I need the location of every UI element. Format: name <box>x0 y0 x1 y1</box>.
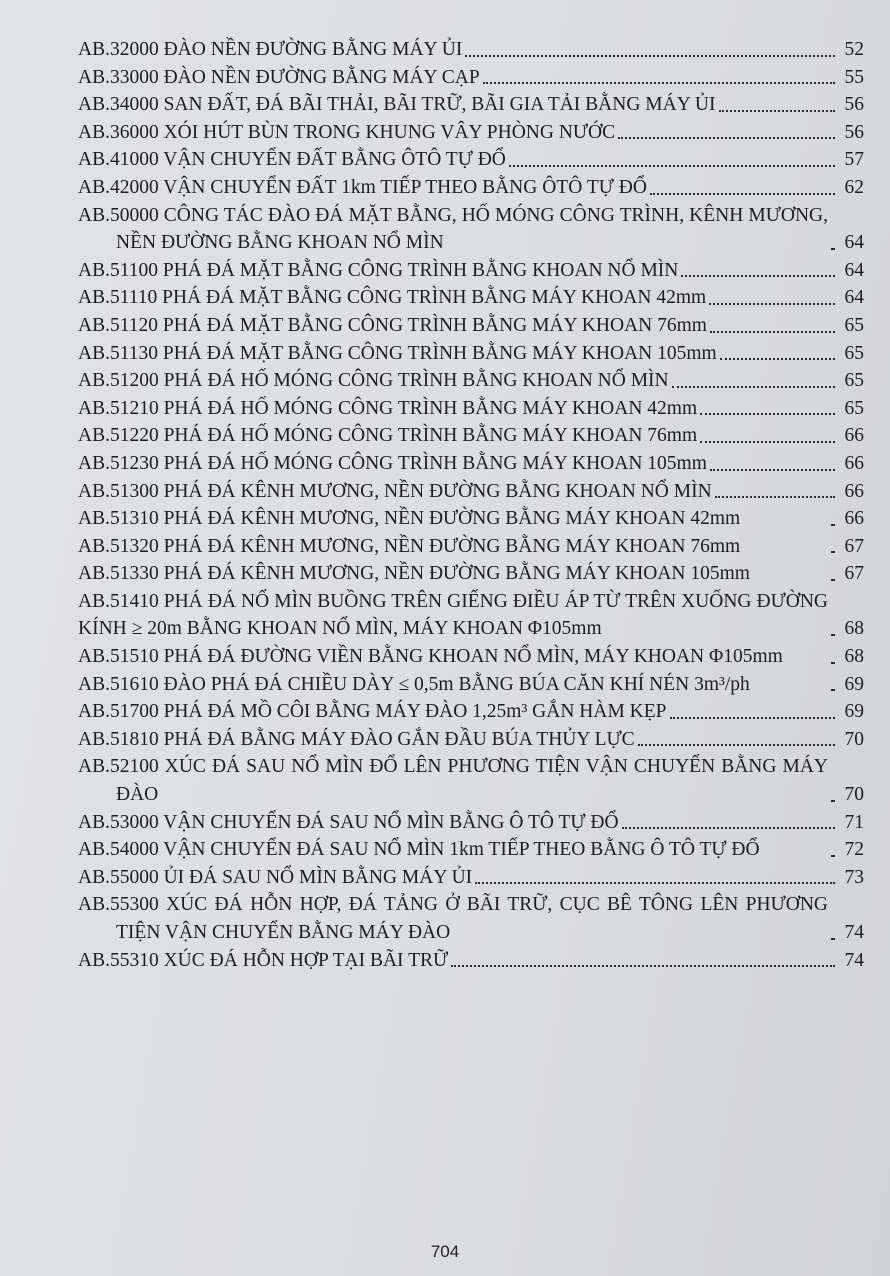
toc-entry[interactable] <box>78 284 864 312</box>
toc-entry-title: AB.51330 PHÁ ĐÁ KÊNH MƯƠNG, NỀN ĐƯỜNG BẰNG MÁY KHOAN 105mm <box>78 563 750 585</box>
toc-entry[interactable] <box>78 947 864 975</box>
toc-entry-title: AB.36000 XÓI HÚT BÙN TRONG KHUNG VÂY PHÒNG NƯỚC <box>78 121 616 143</box>
dot-leader <box>509 165 835 167</box>
dot-leader <box>831 551 835 553</box>
dot-leader <box>710 331 835 333</box>
dot-leader <box>831 248 835 250</box>
toc-entry-title: AB.51120 PHÁ ĐÁ MẶT BẰNG CÔNG TRÌNH BẰNG MÁY KHOAN 76mm <box>78 314 707 336</box>
toc-entry-page: 69 <box>844 701 864 723</box>
dot-leader <box>831 662 835 664</box>
toc-entry-title: AB.51320 PHÁ ĐÁ KÊNH MƯƠNG, NỀN ĐƯỜNG BẰNG MÁY KHOAN 76mm <box>78 535 741 557</box>
dot-leader <box>831 800 835 802</box>
toc-entry-title: AB.33000 ĐÀO NỀN ĐƯỜNG BẰNG MÁY CẠP <box>78 66 480 88</box>
toc-entry-title: AB.55000 ỦI ĐÁ SAU NỔ MÌN BẰNG MÁY ỦI <box>78 866 473 888</box>
toc-entry-title: AB.51210 PHÁ ĐÁ HỐ MÓNG CÔNG TRÌNH BẰNG MÁY KHOAN 42mm <box>78 397 698 419</box>
toc-entry[interactable] <box>78 478 864 506</box>
dot-leader <box>670 717 835 719</box>
dot-leader <box>831 855 835 857</box>
dot-leader <box>650 193 835 195</box>
toc-entry-page: 57 <box>844 149 864 171</box>
toc-entry-page: 56 <box>844 121 864 143</box>
toc-entry[interactable] <box>78 36 864 64</box>
toc-entry-page: 71 <box>844 811 864 833</box>
toc-entry-page: 66 <box>844 452 864 474</box>
dot-leader <box>672 386 835 388</box>
toc-entry-title: AB.53000 VẬN CHUYỂN ĐÁ SAU NỔ MÌN BẰNG Ô TÔ TỰ ĐỔ <box>78 811 619 833</box>
toc-entry-title: AB.51310 PHÁ ĐÁ KÊNH MƯƠNG, NỀN ĐƯỜNG BẰNG MÁY KHOAN 42mm <box>78 508 741 530</box>
toc-entry[interactable] <box>78 533 864 561</box>
toc-entry-page: 64 <box>844 287 864 309</box>
page-number: 704 <box>430 1242 460 1261</box>
toc-entry-page: 55 <box>844 66 864 88</box>
toc-entry-page: 56 <box>844 94 864 116</box>
toc-entry-title: AB.51510 PHÁ ĐÁ ĐƯỜNG VIỀN BẰNG KHOAN NỔ MÌN, MÁY KHOAN Φ105mm <box>78 646 783 668</box>
toc-entry-title: AB.50000 CÔNG TÁC ĐÀO ĐÁ MẶT BẰNG, HỐ MÓNG CÔNG TRÌNH, KÊNH MƯƠNG, NỀN ĐƯỜNG BẰNG KHOAN NỔ MÌN <box>78 204 828 254</box>
toc-entry-page: 65 <box>844 314 864 336</box>
toc-entry[interactable] <box>78 671 864 699</box>
toc-entry-title: AB.32000 ĐÀO NỀN ĐƯỜNG BẰNG MÁY ỦI <box>78 39 463 60</box>
dot-leader <box>622 827 835 829</box>
toc-entry[interactable] <box>78 753 864 808</box>
toc-entry-page: 70 <box>844 784 864 806</box>
toc-entry-page: 67 <box>844 563 864 585</box>
toc-entry[interactable] <box>78 91 864 119</box>
toc-entry-page: 74 <box>844 949 864 971</box>
toc-entry[interactable] <box>78 505 864 533</box>
toc-entry-title: AB.55300 XÚC ĐÁ HỖN HỢP, ĐÁ TẢNG Ở BÃI TRỮ, CỤC BÊ TÔNG LÊN PHƯƠNG TIỆN VẬN CHUYỂN BẰNG MÁY ĐÀO <box>78 894 828 943</box>
toc-entry-page: 68 <box>844 646 864 668</box>
dot-leader <box>831 634 835 636</box>
toc-entry-page: 69 <box>844 673 864 695</box>
toc-entry[interactable] <box>78 119 864 147</box>
toc-entry-title: AB.51410 PHÁ ĐÁ NỔ MÌN BUỒNG TRÊN GIẾNG ĐIỀU ÁP TỪ TRÊN XUỐNG ĐƯỜNG KÍNH ≥ 20m BẰNG KHOAN NỔ MÌN, MÁY KHOAN Φ105mm <box>78 590 828 640</box>
toc-entry-title: AB.51700 PHÁ ĐÁ MỒ CÔI BẰNG MÁY ĐÀO 1,25m³ GẮN HÀM KẸP <box>78 701 667 723</box>
toc-entry-page: 73 <box>844 866 864 888</box>
dot-leader <box>700 413 835 415</box>
dot-leader <box>719 110 835 112</box>
toc-entry-page: 68 <box>844 618 864 640</box>
toc-entry[interactable] <box>78 698 864 726</box>
toc-entry-title: AB.51810 PHÁ ĐÁ BẰNG MÁY ĐÀO GẮN ĐẦU BÚA THỦY LỰC <box>78 728 635 750</box>
toc-entry-title: AB.42000 VẬN CHUYỂN ĐẤT 1km TIẾP THEO BẰNG ÔTÔ TỰ ĐỔ <box>78 176 647 198</box>
dot-leader <box>709 303 835 305</box>
toc-entry-title: AB.41000 VẬN CHUYỂN ĐẤT BẰNG ÔTÔ TỰ ĐỔ <box>78 149 506 171</box>
toc-entry[interactable] <box>78 146 864 174</box>
toc-entry-page: 66 <box>844 425 864 447</box>
toc-entry-page: 74 <box>844 922 864 943</box>
toc-entry-page: 64 <box>844 232 864 254</box>
toc-entry[interactable] <box>78 395 864 423</box>
toc-entry-title: AB.54000 VẬN CHUYỂN ĐÁ SAU NỔ MÌN 1km TIẾP THEO BẰNG Ô TÔ TỰ ĐỔ <box>78 839 760 861</box>
toc-entry-title: AB.51220 PHÁ ĐÁ HỐ MÓNG CÔNG TRÌNH BẰNG MÁY KHOAN 76mm <box>78 425 698 447</box>
dot-leader <box>638 744 835 746</box>
dot-leader <box>451 965 835 967</box>
toc-entry[interactable] <box>78 588 864 643</box>
toc-entry-title: AB.51100 PHÁ ĐÁ MẶT BẰNG CÔNG TRÌNH BẰNG KHOAN NỔ MÌN <box>78 259 679 281</box>
toc-entry-page: 66 <box>844 480 864 502</box>
dot-leader <box>831 689 835 691</box>
toc-entry-title: AB.51300 PHÁ ĐÁ KÊNH MƯƠNG, NỀN ĐƯỜNG BẰNG KHOAN NỔ MÌN <box>78 480 712 502</box>
dot-leader <box>715 496 835 498</box>
dot-leader <box>720 358 835 360</box>
toc-entry-title: AB.51130 PHÁ ĐÁ MẶT BẰNG CÔNG TRÌNH BẰNG MÁY KHOAN 105mm <box>78 342 717 364</box>
toc-entry-page: 62 <box>844 176 864 198</box>
dot-leader <box>831 938 835 940</box>
toc-entry-page: 72 <box>844 839 864 861</box>
toc-entry[interactable] <box>78 836 864 864</box>
toc-entry-title: AB.51110 PHÁ ĐÁ MẶT BẰNG CÔNG TRÌNH BẰNG MÁY KHOAN 42mm <box>78 287 707 309</box>
toc-entry[interactable] <box>78 202 864 257</box>
toc-entry[interactable] <box>78 340 864 368</box>
toc-entry[interactable] <box>78 809 864 837</box>
dot-leader <box>831 579 835 581</box>
toc-entry-title: AB.51200 PHÁ ĐÁ HỐ MÓNG CÔNG TRÌNH BẰNG KHOAN NỔ MÌN <box>78 370 669 392</box>
toc-entry[interactable] <box>78 367 864 395</box>
dot-leader <box>710 469 835 471</box>
toc-entry-page: 67 <box>844 535 864 557</box>
toc-entry-title: AB.51230 PHÁ ĐÁ HỐ MÓNG CÔNG TRÌNH BẰNG MÁY KHOAN 105mm <box>78 452 707 474</box>
table-of-contents <box>78 36 864 974</box>
toc-entry-page: 65 <box>844 397 864 419</box>
dot-leader <box>475 882 835 884</box>
toc-entry-title: AB.51610 ĐÀO PHÁ ĐÁ CHIỀU DÀY ≤ 0,5m BẰNG BÚA CĂN KHÍ NÉN 3m³/ph <box>78 673 750 695</box>
dot-leader <box>618 137 835 139</box>
toc-entry[interactable] <box>78 643 864 671</box>
toc-entry[interactable] <box>78 891 864 946</box>
toc-entry[interactable] <box>78 257 864 285</box>
dot-leader <box>700 441 835 443</box>
toc-entry[interactable] <box>78 174 864 202</box>
toc-entry-page: 65 <box>844 342 864 364</box>
dot-leader <box>831 524 835 526</box>
dot-leader <box>483 82 835 84</box>
toc-entry[interactable] <box>78 422 864 450</box>
toc-entry[interactable] <box>78 864 864 892</box>
toc-entry-page: 52 <box>844 39 864 60</box>
toc-entry[interactable] <box>78 450 864 478</box>
toc-entry-page: 66 <box>844 508 864 530</box>
toc-entry[interactable] <box>78 312 864 340</box>
toc-entry[interactable] <box>78 64 864 92</box>
toc-entry-title: AB.52100 XÚC ĐÁ SAU NỔ MÌN ĐỔ LÊN PHƯƠNG TIỆN VẬN CHUYỂN BẰNG MÁY ĐÀO <box>78 756 828 806</box>
toc-entry-page: 64 <box>844 259 864 281</box>
toc-entry-page: 70 <box>844 728 864 750</box>
toc-entry[interactable] <box>78 726 864 754</box>
toc-entry-page: 65 <box>844 370 864 392</box>
toc-entry[interactable] <box>78 560 864 588</box>
toc-entry-title: AB.34000 SAN ĐẤT, ĐÁ BÃI THẢI, BÃI TRỮ, BÃI GIA TẢI BẰNG MÁY ỦI <box>78 94 716 116</box>
dot-leader <box>681 275 835 277</box>
toc-entry-title: AB.55310 XÚC ĐÁ HỖN HỢP TẠI BÃI TRỮ <box>78 949 449 971</box>
dot-leader <box>465 55 835 57</box>
